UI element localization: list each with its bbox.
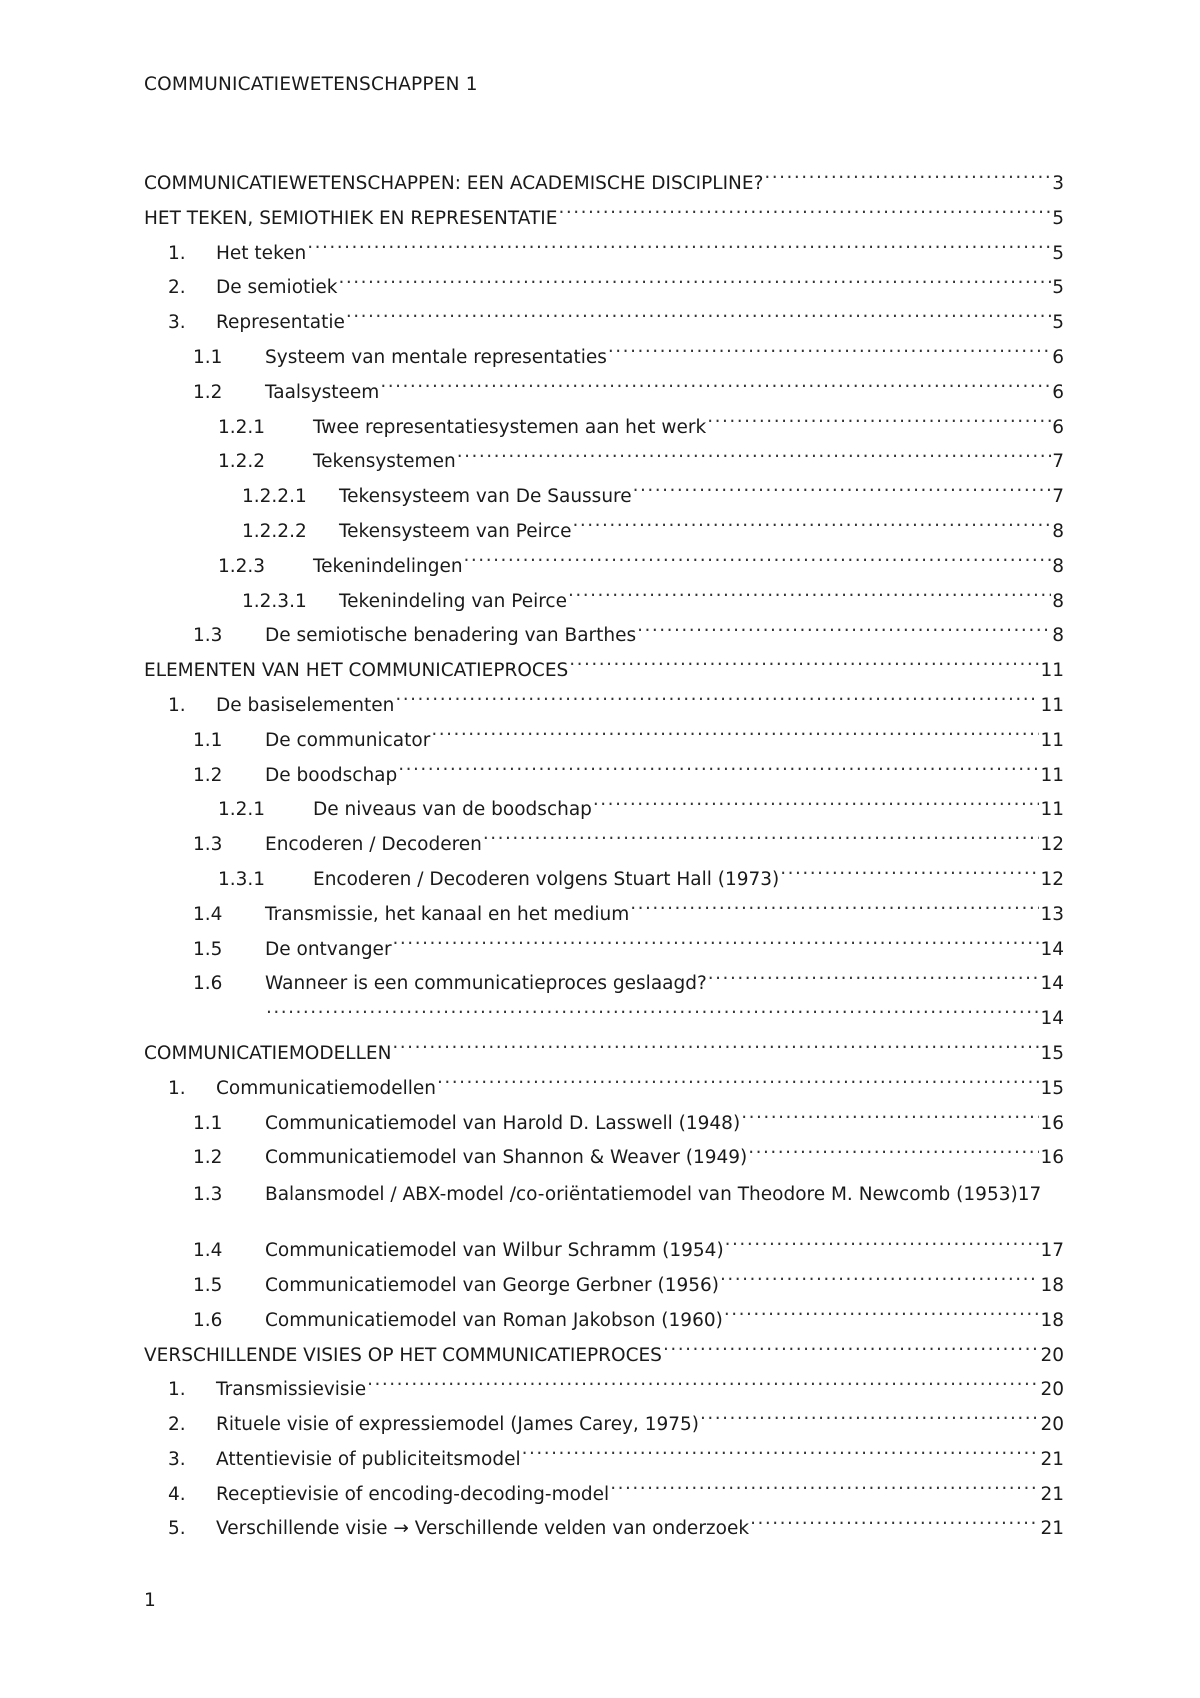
toc-entry[interactable] — [144, 237, 1064, 272]
toc-dot-leader — [663, 1342, 1040, 1361]
toc-entry-number: 1.3.1 — [218, 868, 266, 890]
toc-entry[interactable] — [144, 271, 1064, 306]
toc-entry-number: 1.3 — [193, 834, 223, 856]
toc-dot-leader — [483, 832, 1040, 851]
toc-entry-page: 21 — [1040, 1518, 1064, 1540]
toc-entry-page: 5 — [1052, 242, 1064, 264]
toc-entry-page: 20 — [1040, 1379, 1064, 1401]
toc-entry-title: De basiselementen — [216, 694, 395, 716]
toc-entry[interactable] — [144, 411, 1064, 446]
toc-entry[interactable] — [144, 1107, 1064, 1142]
toc-dot-leader — [707, 414, 1051, 433]
toc-entry-page: 16 — [1040, 1147, 1064, 1169]
toc-entry-page: 17 — [1017, 1184, 1042, 1206]
toc-dot-leader — [380, 379, 1051, 398]
toc-entry-title: Attentievisie of publiciteitsmodel — [216, 1448, 521, 1470]
toc-dot-leader — [558, 205, 1051, 224]
toc-entry-number: 1.2 — [193, 1147, 223, 1169]
toc-entry[interactable] — [144, 585, 1064, 620]
toc-entry-page: 11 — [1040, 799, 1064, 821]
toc-entry-number: 1.1 — [193, 346, 223, 368]
toc-entry-number: 1.3 — [193, 625, 223, 647]
toc-entry[interactable] — [144, 759, 1064, 794]
toc-entry-title: Encoderen / Decoderen — [265, 834, 482, 856]
toc-entry[interactable] — [144, 1002, 1064, 1037]
toc-entry-title: Tekenindelingen — [313, 555, 463, 577]
toc-entry-page: 11 — [1040, 694, 1064, 716]
toc-entry-number: 1.2.2 — [218, 451, 266, 473]
toc-dot-leader — [750, 1516, 1039, 1535]
toc-entry-page: 8 — [1052, 590, 1064, 612]
toc-entry-page: 14 — [1040, 938, 1064, 960]
toc-entry[interactable] — [144, 1478, 1064, 1513]
toc-dot-leader — [339, 275, 1052, 294]
toc-dot-leader — [522, 1446, 1040, 1465]
toc-entry[interactable] — [144, 550, 1064, 585]
toc-entry[interactable] — [144, 1037, 1064, 1072]
toc-entry-title: COMMUNICATIEWETENSCHAPPEN: EEN ACADEMISCHE DISCIPLINE? — [144, 173, 764, 194]
toc-entry[interactable] — [144, 515, 1064, 550]
toc-entry-number: 1.5 — [193, 1274, 223, 1296]
toc-entry-number: 5. — [168, 1518, 186, 1540]
toc-dot-leader — [593, 797, 1040, 816]
toc-entry[interactable] — [144, 793, 1064, 828]
toc-entry-page: 6 — [1052, 381, 1064, 403]
toc-entry-title: Tekensystemen — [313, 451, 456, 473]
toc-entry-page: 8 — [1052, 625, 1064, 647]
toc-entry-page: 6 — [1052, 416, 1064, 438]
toc-entry[interactable] — [144, 724, 1064, 759]
toc-entry-page: 5 — [1052, 277, 1064, 299]
toc-entry-number: 3. — [168, 1448, 186, 1470]
toc-entry-number: 1.2 — [193, 381, 223, 403]
toc-entry-title: ELEMENTEN VAN HET COMMUNICATIEPROCES — [144, 660, 569, 682]
toc-dot-leader — [457, 449, 1052, 468]
toc-entry-page: 20 — [1040, 1344, 1064, 1366]
toc-entry-number: 1.4 — [193, 903, 223, 925]
toc-entry-number: 1. — [168, 242, 186, 264]
toc-entry-page: 8 — [1052, 520, 1064, 542]
toc-entry[interactable] — [144, 202, 1064, 237]
toc-entry-page: 11 — [1040, 729, 1064, 751]
toc-entry-page: 3 — [1052, 173, 1064, 194]
toc-entry-page: 12 — [1040, 868, 1064, 890]
toc-entry-title: VERSCHILLENDE VISIES OP HET COMMUNICATIEPROCES — [144, 1344, 662, 1366]
toc-entry-title: Verschillende visie → Verschillende velden van onderzoek — [216, 1518, 750, 1540]
toc-entry-title: Communicatiemodellen — [216, 1077, 437, 1099]
toc-entry[interactable] — [144, 306, 1064, 341]
toc-entry[interactable] — [144, 480, 1064, 515]
toc-entry-page: 18 — [1040, 1274, 1064, 1296]
toc-entry-title: De ontvanger — [265, 938, 392, 960]
toc-entry-page: 11 — [1040, 660, 1064, 682]
toc-entry-page: 5 — [1052, 207, 1064, 229]
toc-entry-page: 14 — [1040, 973, 1064, 995]
toc-entry-title: Balansmodel / ABX-model /co-oriëntatiemodel van Theodore M. Newcomb (1953) — [265, 1184, 1018, 1206]
toc-dot-leader — [392, 1040, 1039, 1059]
toc-entry[interactable] — [144, 1141, 1064, 1176]
toc-dot-leader — [431, 727, 1039, 746]
toc-entry-number: 1. — [168, 1379, 186, 1401]
toc-entry-number: 1.5 — [193, 938, 223, 960]
toc-entry-title: Representatie — [216, 312, 345, 334]
toc-entry-number: 1.2.1 — [218, 416, 266, 438]
toc-entry[interactable] — [144, 1269, 1064, 1304]
toc-entry[interactable] — [144, 619, 1064, 654]
toc-entry[interactable] — [144, 376, 1064, 411]
toc-entry-title: Systeem van mentale representaties — [265, 346, 607, 368]
toc-entry-title: Transmissie, het kanaal en het medium — [265, 903, 630, 925]
toc-entry[interactable] — [144, 654, 1064, 689]
page-header: COMMUNICATIEWETENSCHAPPEN 1 — [144, 74, 478, 95]
toc-entry-number: 1.2.2.2 — [242, 520, 307, 542]
toc-entry-page: 5 — [1052, 312, 1064, 334]
toc-dot-leader — [608, 344, 1051, 363]
toc-entry[interactable] — [144, 167, 1064, 202]
toc-entry-title: Wanneer is een communicatieproces geslaagd? — [265, 973, 707, 995]
toc-entry[interactable] — [144, 898, 1064, 933]
toc-entry-number: 1.2.3.1 — [242, 590, 307, 612]
toc-entry-title: Receptievisie of encoding-decoding-model — [216, 1483, 610, 1505]
toc-entry-page: 16 — [1040, 1112, 1064, 1134]
toc-entry-title: Transmissievisie — [216, 1379, 367, 1401]
toc-dot-leader — [437, 1075, 1039, 1094]
toc-entry[interactable] — [144, 1408, 1064, 1443]
toc-dot-leader — [748, 1145, 1039, 1164]
toc-entry-title: De communicator — [265, 729, 431, 751]
page-number: 1 — [144, 1590, 156, 1611]
toc-entry-title: De boodschap — [265, 764, 398, 786]
toc-dot-leader — [398, 762, 1039, 781]
toc-entry-title: Communicatiemodel van Shannon & Weaver (1949) — [265, 1147, 748, 1169]
toc-entry-number: 1.6 — [193, 973, 223, 995]
toc-entry-title: HET TEKEN, SEMIOTHIEK EN REPRESENTATIE — [144, 207, 558, 229]
toc-entry-number: 3. — [168, 312, 186, 334]
toc-entry[interactable] — [144, 967, 1064, 1002]
toc-entry-number: 1.2.1 — [218, 799, 266, 821]
toc-dot-leader — [573, 518, 1052, 537]
toc-entry-title: Tekensysteem van Peirce — [339, 520, 572, 542]
toc-entry-title: Communicatiemodel van Wilbur Schramm (1954) — [265, 1240, 724, 1262]
toc-entry[interactable] — [144, 863, 1064, 898]
toc-dot-leader — [780, 866, 1039, 885]
toc-entry-page: 17 — [1040, 1240, 1064, 1262]
toc-entry-title: Communicatiemodel van Roman Jakobson (1960) — [265, 1309, 723, 1331]
toc-entry-number: 1. — [168, 1077, 186, 1099]
toc-dot-leader — [630, 901, 1039, 920]
toc-entry-page: 20 — [1040, 1414, 1064, 1436]
toc-dot-leader — [700, 1412, 1039, 1431]
toc-entry-title: De semiotische benadering van Barthes — [265, 625, 637, 647]
toc-dot-leader — [610, 1481, 1039, 1500]
toc-entry[interactable] — [144, 341, 1064, 376]
toc-dot-leader — [725, 1238, 1040, 1257]
toc-entry-page: 18 — [1040, 1309, 1064, 1331]
toc-entry-number: 1.2 — [193, 764, 223, 786]
toc-entry[interactable] — [144, 1339, 1064, 1374]
toc-dot-leader — [346, 310, 1051, 329]
toc-entry-number: 1.2.2.1 — [242, 486, 307, 508]
toc-dot-leader — [724, 1307, 1040, 1326]
toc-dot-leader — [307, 240, 1051, 259]
toc-entry[interactable] — [144, 1304, 1064, 1339]
toc-entry-title: Rituele visie of expressiemodel (James Carey, 1975) — [216, 1414, 699, 1436]
toc-entry[interactable] — [144, 828, 1064, 863]
toc-dot-leader — [633, 484, 1052, 503]
toc-entry[interactable] — [144, 1373, 1064, 1408]
toc-dot-leader — [266, 1006, 1039, 1025]
toc-entry[interactable] — [144, 933, 1064, 968]
toc-entry[interactable] — [144, 689, 1064, 724]
toc-dot-leader — [741, 1110, 1039, 1129]
toc-dot-leader — [568, 588, 1051, 607]
toc-entry-number: 1.2.3 — [218, 555, 266, 577]
toc-entry-number: 4. — [168, 1483, 186, 1505]
toc-entry-title: Tekensysteem van De Saussure — [339, 486, 632, 508]
toc-entry-page: 7 — [1052, 451, 1064, 473]
toc-entry[interactable] — [144, 1234, 1064, 1269]
toc-entry-page: 6 — [1052, 346, 1064, 368]
toc-entry[interactable] — [144, 1072, 1064, 1107]
toc-entry-page: 15 — [1040, 1077, 1064, 1099]
toc-dot-leader — [393, 936, 1040, 955]
toc-entry[interactable] — [144, 1176, 1064, 1234]
toc-dot-leader — [569, 658, 1039, 677]
toc-entry-title: Encoderen / Decoderen volgens Stuart Hall (1973) — [313, 868, 780, 890]
toc-entry-title: Communicatiemodel van Harold D. Lasswell (1948) — [265, 1112, 741, 1134]
toc-entry-number: 1.1 — [193, 1112, 223, 1134]
toc-dot-leader — [720, 1272, 1039, 1291]
toc-entry-number: 1.1 — [193, 729, 223, 751]
toc-entry[interactable] — [144, 1443, 1064, 1478]
toc-dot-leader — [764, 171, 1051, 190]
toc-entry-page: 7 — [1052, 486, 1064, 508]
toc-dot-leader — [395, 692, 1039, 711]
toc-entry-number: 1. — [168, 694, 186, 716]
toc-entry-number: 1.6 — [193, 1309, 223, 1331]
toc-entry-number: 1.3 — [193, 1184, 223, 1206]
toc-entry-page: 21 — [1040, 1448, 1064, 1470]
toc-entry-title: COMMUNICATIEMODELLEN — [144, 1042, 392, 1064]
toc-entry[interactable] — [144, 445, 1064, 480]
toc-entry-title: Tekenindeling van Peirce — [339, 590, 567, 612]
toc-entry[interactable] — [144, 1512, 1064, 1547]
toc-entry-title: Taalsysteem — [265, 381, 380, 403]
toc-entry-page: 13 — [1040, 903, 1064, 925]
toc-entry-page: 21 — [1040, 1483, 1064, 1505]
toc-dot-leader — [464, 553, 1052, 572]
toc-entry-page: 12 — [1040, 834, 1064, 856]
toc-dot-leader — [367, 1377, 1039, 1396]
toc-dot-leader — [708, 971, 1040, 990]
table-of-contents — [144, 167, 1064, 1547]
toc-entry-page: 11 — [1040, 764, 1064, 786]
toc-entry-title: Twee representatiesystemen aan het werk — [313, 416, 707, 438]
toc-entry-number: 1.4 — [193, 1240, 223, 1262]
toc-entry-page: 8 — [1052, 555, 1064, 577]
toc-entry-title: De semiotiek — [216, 277, 338, 299]
toc-entry-number: 2. — [168, 1414, 186, 1436]
toc-entry-number: 2. — [168, 277, 186, 299]
toc-entry-title: De niveaus van de boodschap — [313, 799, 592, 821]
toc-entry-page: 14 — [1040, 1008, 1064, 1030]
toc-entry-title: Het teken — [216, 242, 307, 264]
toc-entry-title: Communicatiemodel van George Gerbner (1956) — [265, 1274, 720, 1296]
toc-entry-page: 15 — [1040, 1042, 1064, 1064]
toc-dot-leader — [637, 623, 1051, 642]
